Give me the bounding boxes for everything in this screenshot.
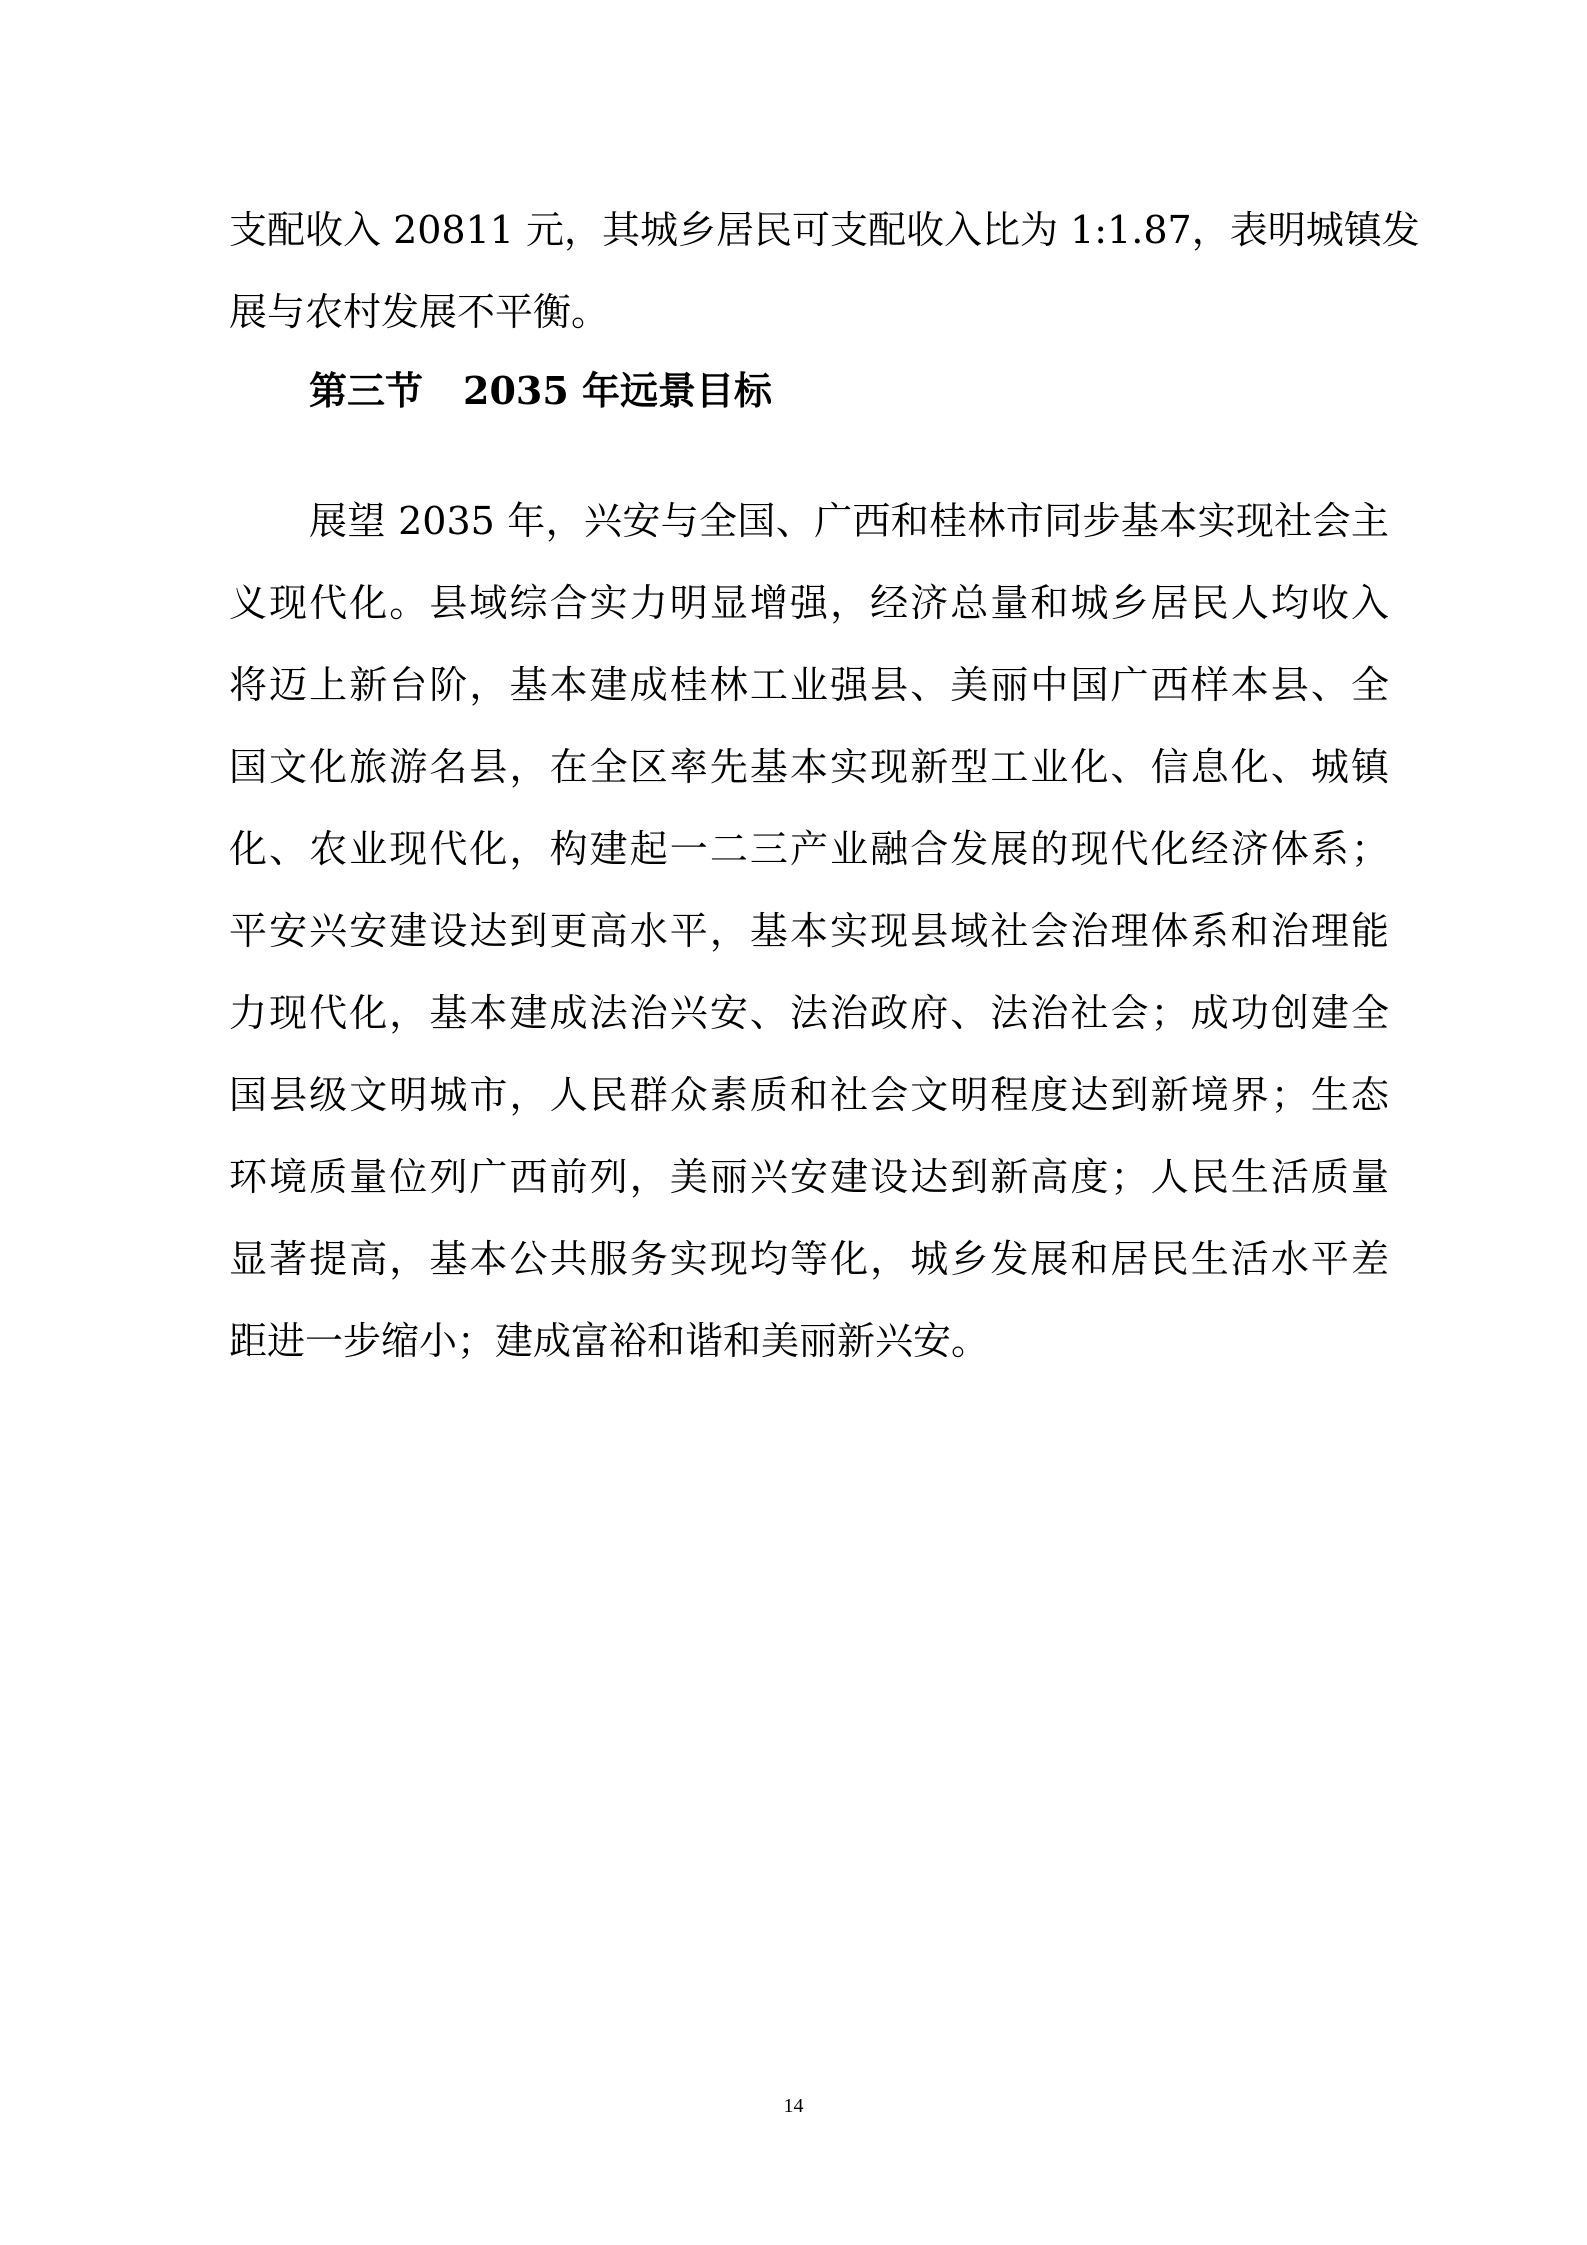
section-heading (309, 366, 772, 416)
paragraph-line: 显著提高，基本公共服务实现均等化，城乡发展和居民生活水平差 (229, 1237, 1389, 1281)
paragraph-line: 展与农村发展不平衡。 (229, 290, 610, 334)
paragraph-line: 将迈上新台阶，基本建成桂林工业强县、美丽中国广西样本县、全 (229, 663, 1389, 707)
section-title: 2035 年远景目标 (463, 368, 773, 413)
paragraph-line: 化、农业现代化，构建起一二三产业融合发展的现代化经济体系； (229, 827, 1389, 871)
paragraph-line: 国县级文明城市，人民群众素质和社会文明程度达到新境界；生态 (229, 1073, 1389, 1117)
section-number: 第三节 (309, 368, 424, 413)
paragraph-line: 平安兴安建设达到更高水平，基本实现县域社会治理体系和治理能 (229, 909, 1389, 953)
paragraph-line: 义现代化。县域综合实力明显增强，经济总量和城乡居民人均收入 (229, 581, 1389, 625)
paragraph-line: 力现代化，基本建成法治兴安、法治政府、法治社会；成功创建全 (229, 991, 1389, 1035)
paragraph-line: 支配收入 20811 元，其城乡居民可支配收入比为 1:1.87，表明城镇发 (229, 208, 1420, 252)
paragraph-line: 国文化旅游名县，在全区率先基本实现新型工业化、信息化、城镇 (229, 745, 1389, 789)
page-number: 14 (783, 2095, 804, 2117)
paragraph-line: 环境质量位列广西前列，美丽兴安建设达到新高度；人民生活质量 (229, 1155, 1389, 1199)
paragraph-line: 展望 2035 年，兴安与全国、广西和桂林市同步基本实现社会主 (309, 499, 1389, 543)
paragraph-line: 距进一步缩小；建成富裕和谐和美丽新兴安。 (229, 1319, 990, 1363)
